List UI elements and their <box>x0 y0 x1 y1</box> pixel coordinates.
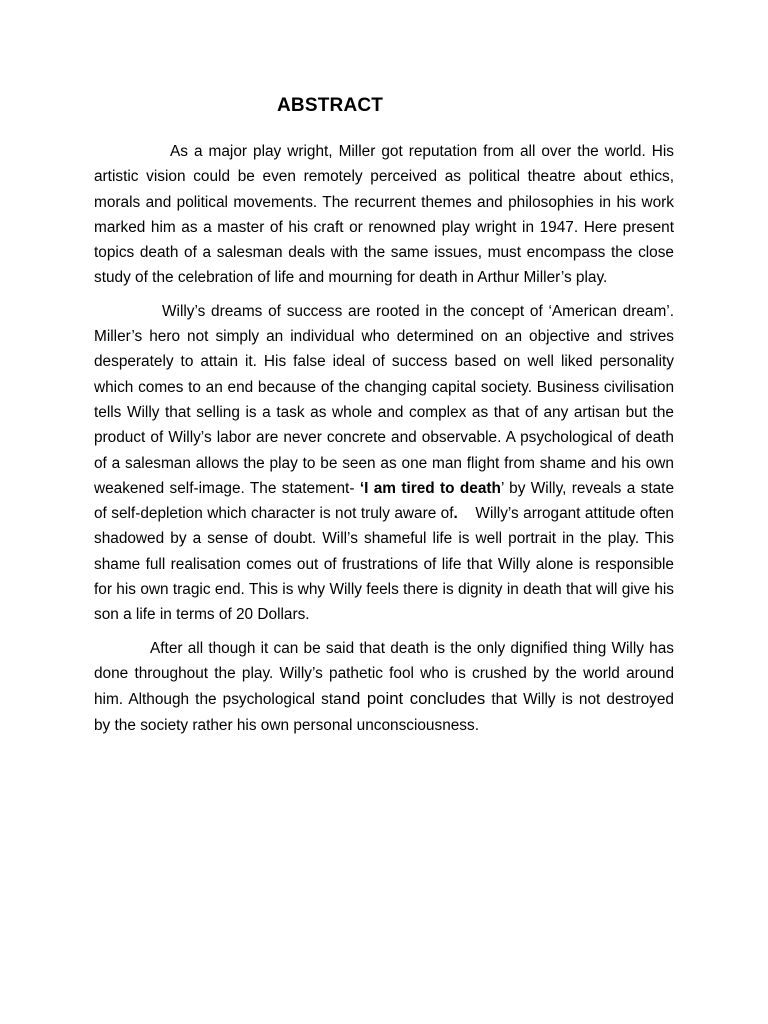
paragraph-2-text: Willy’s dreams of success are rooted in the concept of ‘American dream’. Miller’s hero not simply an individual who determined on an objective and strives desperately to attain it. His false ideal of success based on well liked personality which comes to an end because of the changing capital society. Business civilisation tells Willy that selling is a task as whole and complex as that of any artisan but the product of Willy’s labor are never concrete and observable. A psychological of death of a salesman allows the play to be seen as one man flight from shame and his own weakened self-image. The statement- <box>94 302 674 497</box>
abstract-body <box>94 139 679 738</box>
paragraph-2 <box>94 299 679 628</box>
quoted-statement: ‘I am tired to death <box>359 479 501 497</box>
paragraph-1: As a major play wright, Miller got reputation from all over the world. His artistic vision could be even remotely perceived as political theatre about ethics, morals and political movements. The recurrent themes and philosophies in his work marked him as a master of his craft or renowned play wright in 1947. Here present topics death of a salesman deals with the same issues, must encompass the close study of the celebration of life and mourning for death in Arthur Miller’s play. <box>94 143 674 287</box>
larger-text-fragment: nd point concludes <box>341 689 486 709</box>
paragraph-3 <box>94 636 674 738</box>
paragraph-2-remainder: Willy’s arrogant attitude often shadowed by a sense of doubt. Will’s shameful life is well portrait in the play. This shame full realisation comes out of frustrations of life that Willy alone is responsible for his own tragic end. This is why Willy feels there is dignity in death that will give his son a life in terms of 20 Dollars. <box>94 505 679 624</box>
bold-period: . <box>453 505 458 523</box>
paragraph-3-remainder: that Willy is not destroyed by the society rather his own personal unconsciousness. <box>94 691 674 734</box>
paragraph-3-text: After all though it can be said that death is the only dignified thing Willy has done throughout the play. Willy’s pathetic fool who is crushed by the world around him. Although the psychological sta <box>94 639 674 709</box>
abstract-title: ABSTRACT <box>277 95 384 116</box>
paragraph-2-continuation: ’ by Willy, reveals a state of self-depletion which character is not truly aware of <box>94 479 675 523</box>
